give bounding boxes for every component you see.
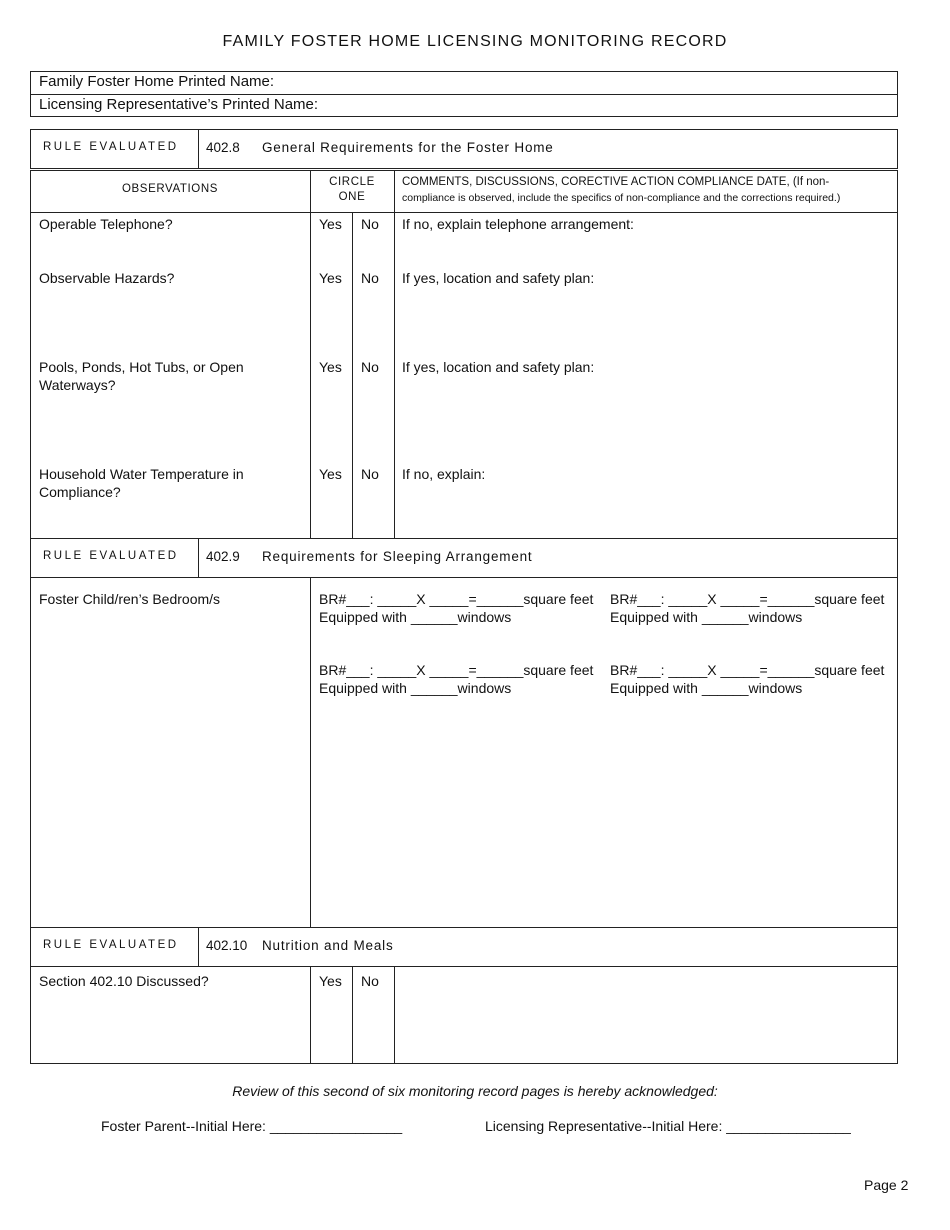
no-option[interactable]: No [361,359,379,375]
divider [352,212,353,539]
rule-label: RULE EVALUATED [43,939,179,951]
comments-header-2: compliance is observed, include the specifics of non-compliance and the corrections required.) [402,192,841,204]
comment-field[interactable]: If yes, location and safety plan: [402,270,595,286]
home-name-field[interactable]: Family Foster Home Printed Name: [39,73,275,90]
rule-label: RULE EVALUATED [43,550,179,562]
observation-pools: Pools, Ponds, Hot Tubs, or Open [39,359,244,375]
circle-one-header-2: ONE [338,191,366,203]
bedroom-size-field[interactable]: BR#___: _____X _____=______square feet [319,591,594,607]
observation-hazards: Observable Hazards? [39,270,175,286]
comment-field[interactable]: If yes, location and safety plan: [402,359,595,375]
rule-label: RULE EVALUATED [43,141,179,153]
comment-field[interactable]: If no, explain telephone arrangement: [402,216,634,232]
observations-header: OBSERVATIONS [121,183,219,195]
comments-header: COMMENTS, DISCUSSIONS, CORECTIVE ACTION COMPLIANCE DATE, (If non- [402,176,830,188]
bedroom-windows-field[interactable]: Equipped with ______windows [319,609,512,625]
yes-option[interactable]: Yes [319,973,342,989]
bedroom-windows-field[interactable]: Equipped with ______windows [319,680,512,696]
circle-one-header: CIRCLE [329,176,375,188]
yes-option[interactable]: Yes [319,270,342,286]
observation-section-discussed: Section 402.10 Discussed? [39,973,209,989]
rep-initial-field[interactable]: Licensing Representative--Initial Here: ________________ [485,1118,851,1134]
rule-title: Nutrition and Meals [262,938,394,953]
bedroom-windows-field[interactable]: Equipped with ______windows [610,680,803,696]
rep-name-field[interactable]: Licensing Representative’s Printed Name: [39,96,319,113]
no-option[interactable]: No [361,973,379,989]
no-option[interactable]: No [361,270,379,286]
bedroom-size-field[interactable]: BR#___: _____X _____=______square feet [319,662,594,678]
acknowledgement-text: Review of this second of six monitoring record pages is hereby acknowledged: [232,1083,718,1099]
observation-bedrooms: Foster Child/ren’s Bedroom/s [39,591,221,607]
observation-water-temp-2: Compliance? [39,484,121,500]
bedroom-size-field[interactable]: BR#___: _____X _____=______square feet [610,662,885,678]
observation-pools-2: Waterways? [39,377,116,393]
divider [198,927,199,967]
page-number: Page 2 [864,1177,909,1193]
yes-option[interactable]: Yes [319,466,342,482]
divider [198,538,199,578]
divider [394,212,395,539]
divider [30,94,898,95]
table-body-402-9 [30,577,898,928]
page-title: FAMILY FOSTER HOME LICENSING MONITORING RECORD [222,33,728,50]
yes-option[interactable]: Yes [319,359,342,375]
no-option[interactable]: No [361,466,379,482]
divider [310,966,311,1064]
divider [394,170,395,213]
comment-field[interactable] [395,967,897,1063]
rule-title: Requirements for Sleeping Arrangement [262,549,533,564]
divider [198,129,199,169]
rule-number: 402.8 [206,140,240,155]
observation-telephone: Operable Telephone? [39,216,173,232]
comment-field[interactable]: If no, explain: [402,466,486,482]
divider [310,212,311,539]
divider [352,966,353,1064]
observation-water-temp: Household Water Temperature in [39,466,244,482]
foster-parent-initial-field[interactable]: Foster Parent--Initial Here: _________________ [101,1118,403,1134]
bedroom-windows-field[interactable]: Equipped with ______windows [610,609,803,625]
yes-option[interactable]: Yes [319,216,342,232]
rule-number: 402.10 [206,938,248,953]
rule-number: 402.9 [206,549,240,564]
divider [310,577,311,928]
table-body-402-8 [30,212,898,539]
rule-title: General Requirements for the Foster Home [262,140,554,155]
bedroom-size-field[interactable]: BR#___: _____X _____=______square feet [610,591,885,607]
no-option[interactable]: No [361,216,379,232]
